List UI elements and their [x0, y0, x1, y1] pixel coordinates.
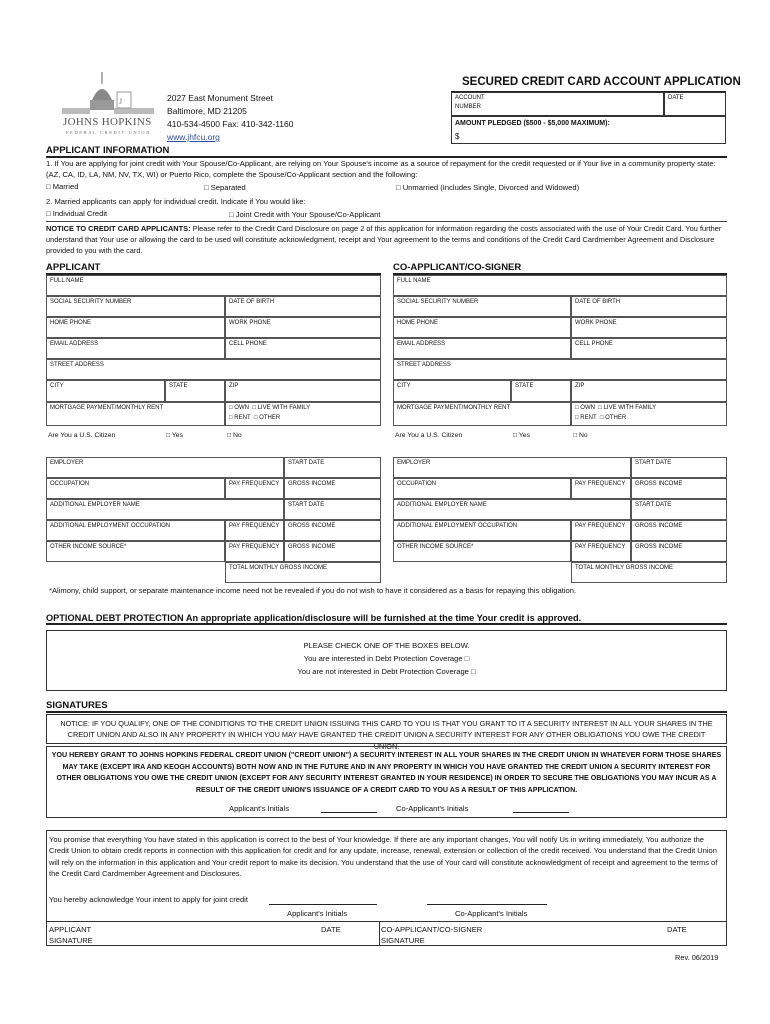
- applicant-signature-date[interactable]: DATE: [321, 925, 341, 934]
- applicant-add-occupation[interactable]: ADDITIONAL EMPLOYMENT OCCUPATION: [46, 520, 225, 541]
- applicant-citizen-yes[interactable]: □ Yes: [166, 432, 183, 439]
- applicant-pay-frequency[interactable]: PAY FREQUENCY: [225, 478, 284, 499]
- applicant-dob[interactable]: DATE OF BIRTH: [225, 296, 381, 317]
- account-number-field[interactable]: ACCOUNT NUMBER: [451, 92, 664, 116]
- applicant-gross-income[interactable]: GROSS INCOME: [284, 478, 381, 499]
- alimony-note: *Alimony, child support, or separate maintenance income need not be revealed if you do not wish to have it considered as a basis for repaying this obligation.: [49, 586, 577, 595]
- applicant-info-q2: 2. Married applicants can apply for individual credit. Indicate if You would like:: [46, 197, 306, 206]
- applicant-employer[interactable]: EMPLOYER: [46, 457, 284, 478]
- coapplicant-work-phone[interactable]: WORK PHONE: [571, 317, 727, 338]
- coapplicant-other-gross-income[interactable]: GROSS INCOME: [631, 541, 727, 562]
- website-link[interactable]: www.jhfcu.org: [167, 132, 220, 142]
- coapplicant-add-start-date[interactable]: START DATE: [631, 499, 727, 520]
- coapplicant-full-name[interactable]: FULL NAME: [393, 275, 727, 296]
- date-field[interactable]: DATE: [664, 92, 726, 116]
- applicant-add-gross-income[interactable]: GROSS INCOME: [284, 520, 381, 541]
- dome-logo-icon: [62, 70, 158, 116]
- coapplicant-gross-income[interactable]: GROSS INCOME: [631, 478, 727, 499]
- amount-pledged-field[interactable]: AMOUNT PLEDGED ($500 - $5,000 MAXIMUM): $: [451, 116, 726, 144]
- address-block: [167, 92, 294, 144]
- debt-protection-instruction: PLEASE CHECK ONE OF THE BOXES BELOW.: [303, 641, 470, 650]
- applicant-city[interactable]: CITY: [46, 380, 165, 402]
- married-option[interactable]: □ Married: [46, 182, 79, 191]
- applicant-state[interactable]: STATE: [165, 380, 225, 402]
- coapplicant-employer[interactable]: EMPLOYER: [393, 457, 631, 478]
- applicant-signature-field[interactable]: APPLICANT SIGNATURE: [49, 925, 93, 945]
- applicant-info-q1: 1. If You are applying for joint credit with Your Spouse/Co-Applicant, are relying on Your Spouse's income as a source of repayment for the credit requested or if Your live in a community property state: (AZ, CA, ID, LA, NM, NV, TX, WI) or Puerto Rico, complete the Spouse/Co-Applicant section and the following:: [46, 159, 716, 180]
- applicant-other-income[interactable]: OTHER INCOME SOURCE*: [46, 541, 225, 562]
- coapplicant-state[interactable]: STATE: [511, 380, 571, 402]
- coapplicant-street[interactable]: STREET ADDRESS: [393, 359, 727, 380]
- coapplicant-home-phone[interactable]: HOME PHONE: [393, 317, 571, 338]
- applicant-home-phone[interactable]: HOME PHONE: [46, 317, 225, 338]
- coapplicant-city[interactable]: CITY: [393, 380, 511, 402]
- svg-text:J: J: [119, 97, 123, 106]
- applicant-heading: APPLICANT: [46, 262, 381, 275]
- applicant-email[interactable]: EMAIL ADDRESS: [46, 338, 225, 359]
- applicant-add-start-date[interactable]: START DATE: [284, 499, 381, 520]
- debt-protection-heading: OPTIONAL DEBT PROTECTION An appropriate application/disclosure will be furnished at the time Your credit is approved.: [46, 613, 727, 625]
- applicant-full-name[interactable]: FULL NAME: [46, 275, 381, 296]
- coapplicant-total-income[interactable]: TOTAL MONTHLY GROSS INCOME: [571, 562, 727, 583]
- coapplicant-add-employer[interactable]: ADDITIONAL EMPLOYER NAME: [393, 499, 631, 520]
- coapplicant-start-date[interactable]: START DATE: [631, 457, 727, 478]
- coapplicant-citizen-yes[interactable]: □ Yes: [513, 432, 530, 439]
- applicant-housing-options[interactable]: □ OWN □ LIVE WITH FAMILY □ RENT □ OTHER: [225, 402, 381, 426]
- address-line1: 2027 East Monument Street: [167, 93, 273, 103]
- debt-protection-not-interested[interactable]: You are not interested in Debt Protection Coverage □: [297, 667, 476, 676]
- applicant-work-phone[interactable]: WORK PHONE: [225, 317, 381, 338]
- coapplicant-citizen-label: Are You a U.S. Citizen: [395, 432, 463, 439]
- applicant-joint-line[interactable]: [269, 904, 377, 905]
- applicant-zip[interactable]: ZIP: [225, 380, 381, 402]
- revision-label: Rev. 06/2019: [675, 953, 719, 962]
- coapplicant-housing-options[interactable]: □ OWN □ LIVE WITH FAMILY □ RENT □ OTHER: [571, 402, 727, 426]
- coapplicant-email[interactable]: EMAIL ADDRESS: [393, 338, 571, 359]
- coapplicant-initials-label: Co-Applicant's Initials: [396, 804, 469, 813]
- coapplicant-dob[interactable]: DATE OF BIRTH: [571, 296, 727, 317]
- form-title: SECURED CREDIT CARD ACCOUNT APPLICATION: [462, 76, 741, 88]
- applicant-initials-label: Applicant's Initials: [229, 804, 290, 813]
- coapplicant-cell-phone[interactable]: CELL PHONE: [571, 338, 727, 359]
- notice-to-applicants: NOTICE TO CREDIT CARD APPLICANTS: Please refer to the Credit Card Disclosure on page 2 of this application for information regarding the costs associated with the use of Your Credit Card. You further understand that Your use or allowing the card to be used will constitute acknowledgment, receipt and Your agreement to the terms and conditions of the Credit Card Cardmember Agreement and Disclosure provided to you with the card.: [46, 224, 722, 256]
- logo-text: JOHNS HOPKINS: [63, 116, 152, 128]
- applicant-total-income[interactable]: TOTAL MONTHLY GROSS INCOME: [225, 562, 381, 583]
- coapplicant-pay-frequency[interactable]: PAY FREQUENCY: [571, 478, 631, 499]
- debt-protection-interested[interactable]: You are interested in Debt Protection Coverage □: [303, 654, 470, 663]
- applicant-ssn[interactable]: SOCIAL SECURITY NUMBER: [46, 296, 225, 317]
- applicant-add-employer[interactable]: ADDITIONAL EMPLOYER NAME: [46, 499, 284, 520]
- applicant-occupation[interactable]: OCCUPATION: [46, 478, 225, 499]
- applicant-street[interactable]: STREET ADDRESS: [46, 359, 381, 380]
- coapplicant-signature-field[interactable]: CO-APPLICANT/CO-SIGNER SIGNATURE: [381, 925, 483, 945]
- coapplicant-add-pay-frequency[interactable]: PAY FREQUENCY: [571, 520, 631, 541]
- coapplicant-initials-joint: Co-Applicant's Initials: [455, 909, 528, 918]
- logo-subtext: FEDERAL CREDIT UNION: [66, 130, 151, 135]
- applicant-citizen-label: Are You a U.S. Citizen: [48, 432, 116, 439]
- applicant-citizen-no[interactable]: □ No: [227, 432, 242, 439]
- coapplicant-signature-date[interactable]: DATE: [667, 925, 687, 934]
- applicant-start-date[interactable]: START DATE: [284, 457, 381, 478]
- coapplicant-add-gross-income[interactable]: GROSS INCOME: [631, 520, 727, 541]
- coapplicant-heading: CO-APPLICANT/CO-SIGNER: [393, 262, 727, 275]
- applicant-initials-joint: Applicant's Initials: [287, 909, 348, 918]
- security-notice: NOTICE: IF YOU QUALIFY, ONE OF THE CONDITIONS TO THE CREDIT UNION ISSUING THIS CARD TO YOU IS THAT YOU GRANT TO IT A SECURITY INTEREST IN ALL YOUR SHARES IN THE CREDIT UNION AND ALSO IN ANY PROPERTY IN WHICH YOU MAY HAVE GRANTED THE CREDIT UNION A SECURITY INTEREST FOR ANY OTHER OBLIGATIONS YOU OWE THE CREDIT UNION.: [46, 714, 727, 744]
- applicant-add-pay-frequency[interactable]: PAY FREQUENCY: [225, 520, 284, 541]
- coapplicant-other-pay-frequency[interactable]: PAY FREQUENCY: [571, 541, 631, 562]
- applicant-other-pay-frequency[interactable]: PAY FREQUENCY: [225, 541, 284, 562]
- coapplicant-citizen-no[interactable]: □ No: [573, 432, 588, 439]
- phone-fax: 410-534-4500 Fax: 410-342-1160: [167, 119, 294, 129]
- unmarried-option[interactable]: □ Unmarried (Includes Single, Divorced and Widowed): [396, 183, 580, 192]
- joint-credit-option[interactable]: □ Joint Credit with Your Spouse/Co-Applicant: [229, 210, 381, 219]
- address-line2: Baltimore, MD 21205: [167, 106, 247, 116]
- coapplicant-mortgage[interactable]: MORTGAGE PAYMENT/MONTHLY RENT: [393, 402, 571, 426]
- separated-option[interactable]: □ Separated: [204, 183, 246, 192]
- promise-box: [46, 830, 727, 946]
- applicant-info-heading: APPLICANT INFORMATION: [46, 145, 727, 158]
- coapplicant-initials-line[interactable]: [513, 812, 569, 813]
- coapplicant-add-occupation[interactable]: ADDITIONAL EMPLOYMENT OCCUPATION: [393, 520, 571, 541]
- coapplicant-ssn[interactable]: SOCIAL SECURITY NUMBER: [393, 296, 571, 317]
- applicant-mortgage[interactable]: MORTGAGE PAYMENT/MONTHLY RENT: [46, 402, 225, 426]
- applicant-cell-phone[interactable]: CELL PHONE: [225, 338, 381, 359]
- individual-credit-option[interactable]: □ Individual Credit: [46, 209, 108, 218]
- applicant-other-gross-income[interactable]: GROSS INCOME: [284, 541, 381, 562]
- coapplicant-zip[interactable]: ZIP: [571, 380, 727, 402]
- coapplicant-joint-line[interactable]: [427, 904, 547, 905]
- signatures-heading: SIGNATURES: [46, 700, 727, 713]
- coapplicant-other-income[interactable]: OTHER INCOME SOURCE*: [393, 541, 571, 562]
- security-grant: YOU HEREBY GRANT TO JOHNS HOPKINS FEDERAL CREDIT UNION ("CREDIT UNION") A SECURITY INTEREST IN ALL YOUR SHARES IN THE CREDIT UNION IN WHATEVER FORM THOSE SHARES MAY TAKE (EXCEPT IRA AND KEOGH ACCOUNTS) BOTH NOW AND IN THE FUTURE AND IN ANY PROPERTY IN WHICH YOU HAVE GRANTED THE CREDIT UNION A SECURITY INTEREST FOR OTHER OBLIGATIONS YOU OWE THE CREDIT UNION (EXCEPT FOR ANY SECURITY INTEREST GRANTED IN YOUR RESIDENCE) IN ORDER TO SECURE THE OBLIGATIONS YOU MAY INCUR AS A RESULT OF THE CREDIT UNION'S ISSUANCE OF A CREDIT CARD TO YOU AS A RESULT OF THIS APPLICATION. Applicant's Initials Co-Applicant's Initials: [46, 746, 727, 818]
- coapplicant-occupation[interactable]: OCCUPATION: [393, 478, 571, 499]
- promise-text: You promise that everything You have stated in this application is correct to the best of Your knowledge. If there are any important changes, You will notify Us in writing immediately, You authorize the Credit Union to obtain credit reports in connection with this application for credit and for any update, increase, renewal, extension or collection of the credit received. You understand that the Credit Union will rely on the information in this application and Your credit report to make its decision. You understand that the use of Your card will constitute acknowledgment of receipt and agreement to the terms of the Credit Card Cardmember Agreement and Disclosures.: [49, 835, 718, 879]
- debt-protection-box: [46, 630, 727, 691]
- joint-intent-label: You hereby acknowledge Your intent to apply for joint credit: [49, 895, 248, 904]
- applicant-initials-line[interactable]: [321, 812, 377, 813]
